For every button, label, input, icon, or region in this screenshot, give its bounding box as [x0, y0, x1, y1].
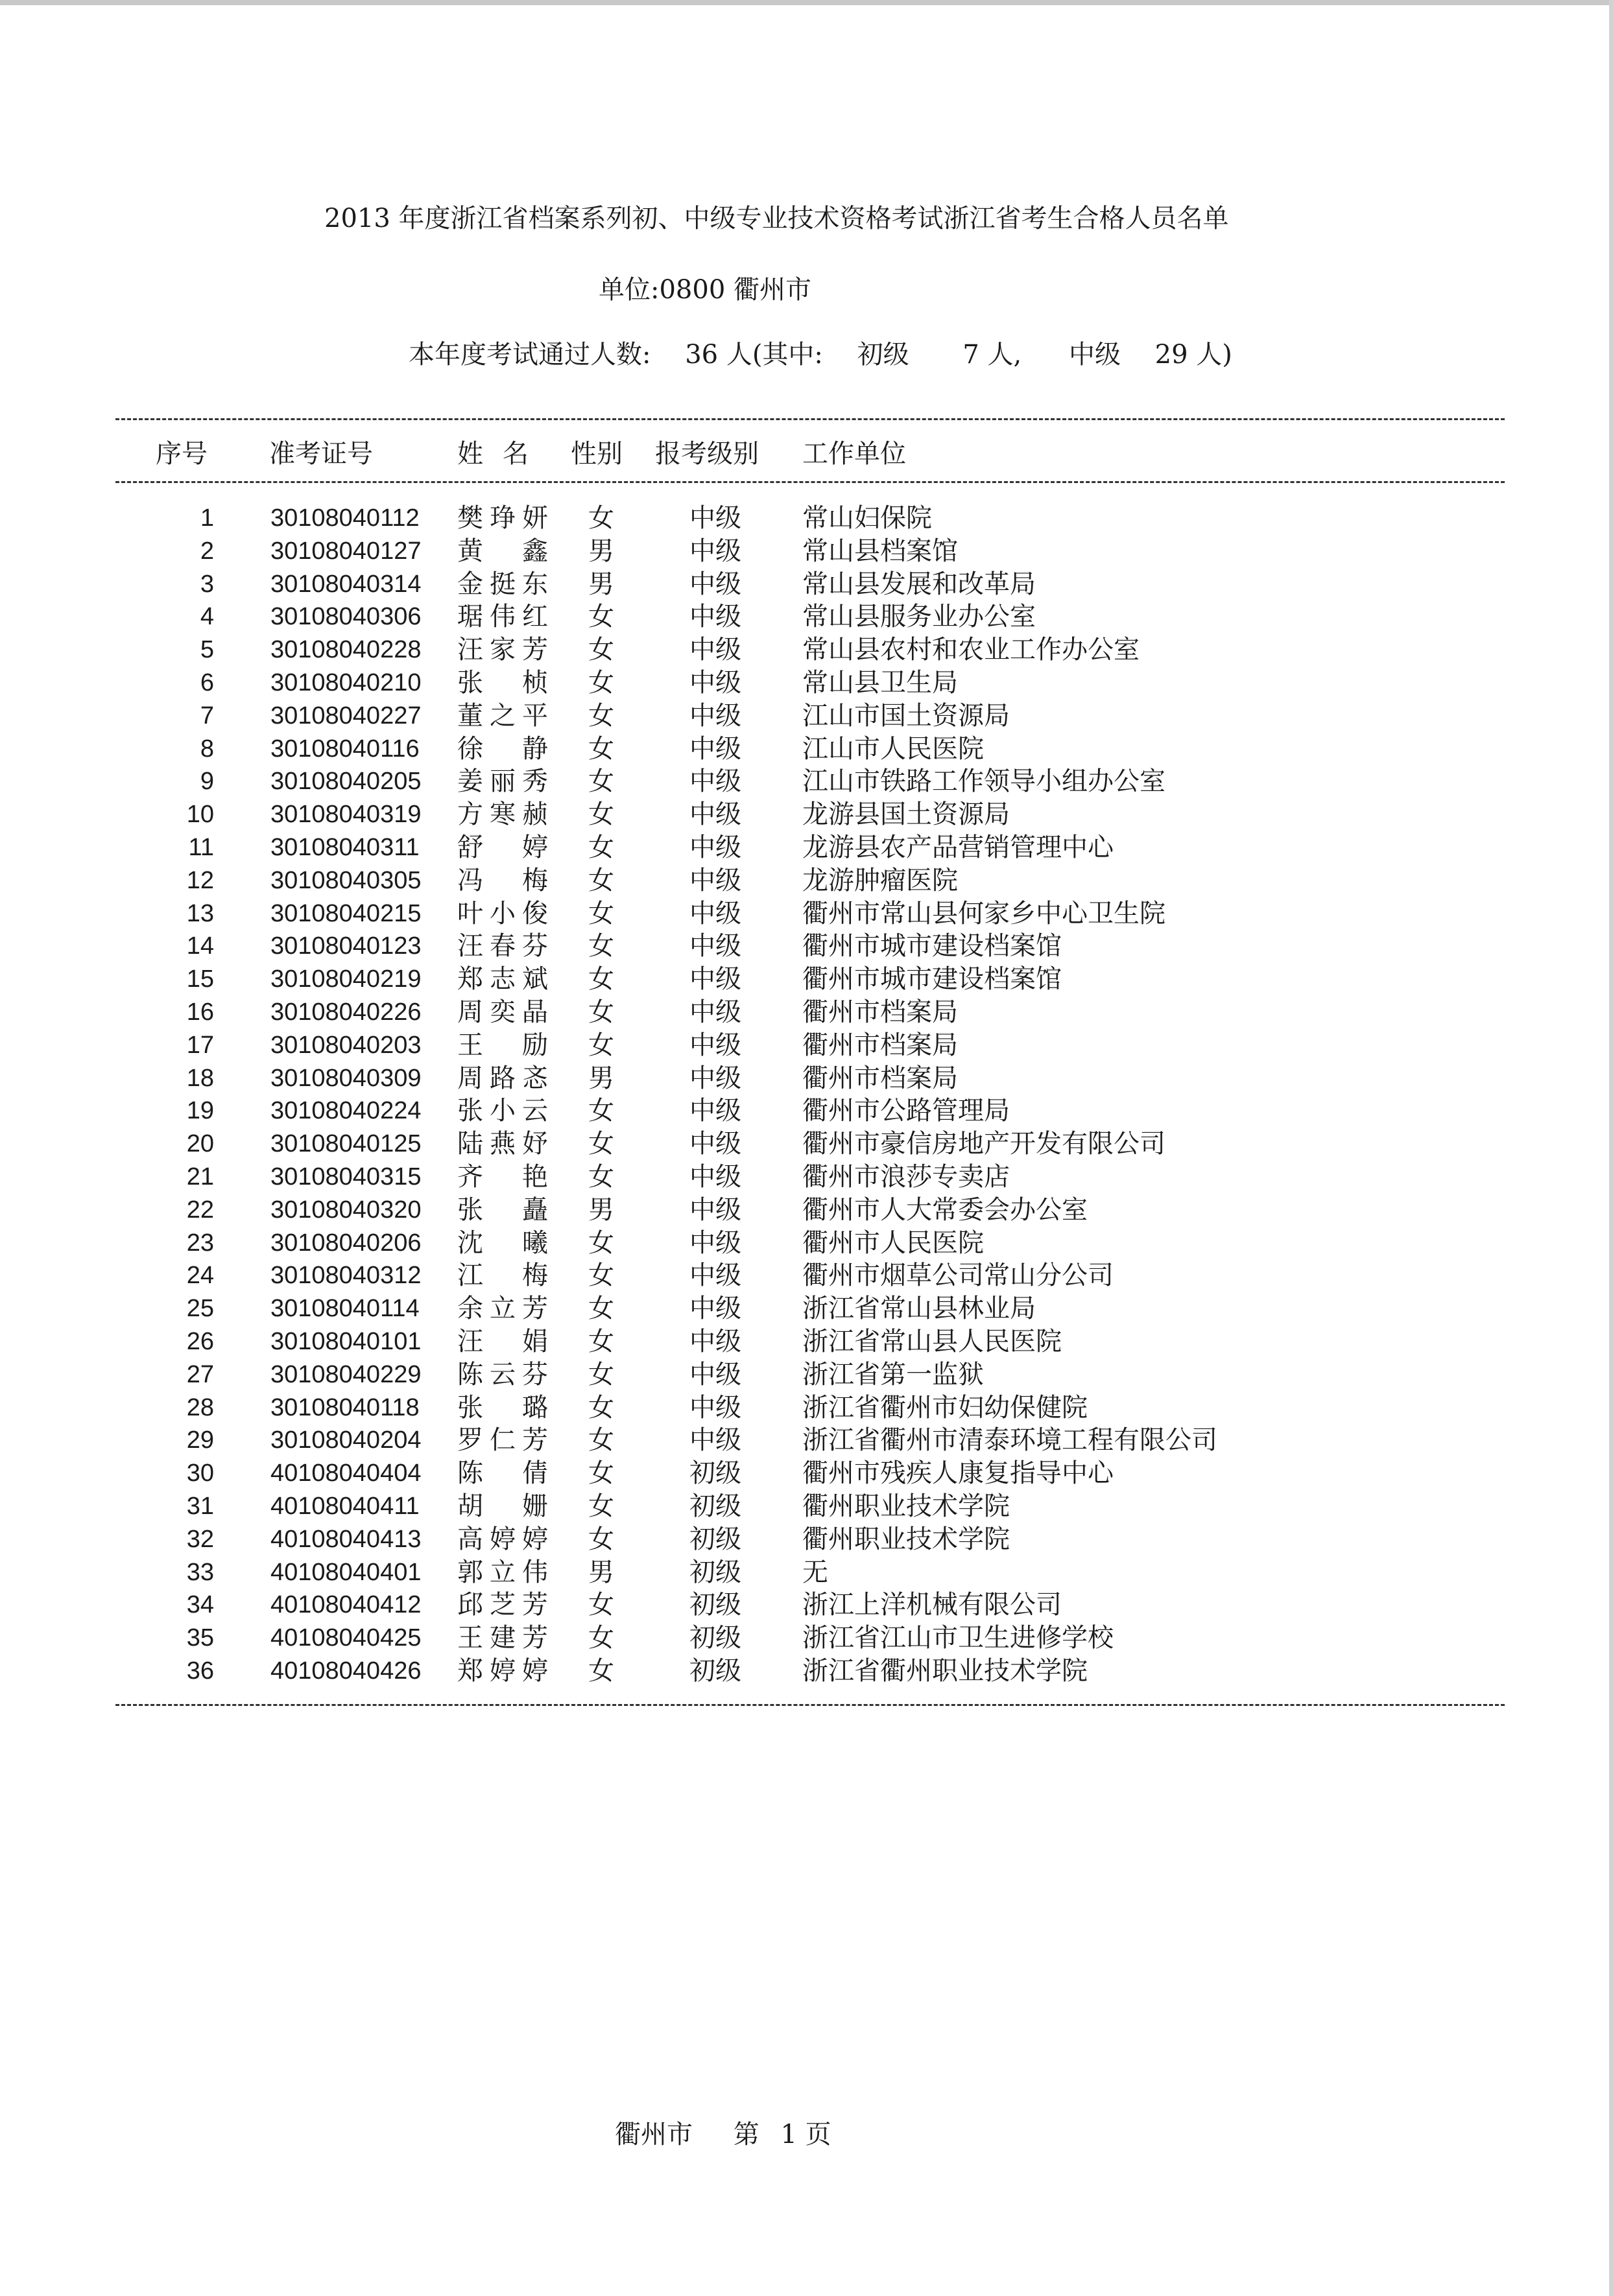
table-row — [0, 1589, 1613, 1622]
table-row — [0, 765, 1613, 798]
table-row — [0, 633, 1613, 667]
cell-seq: 27 — [186, 1360, 214, 1388]
table-row — [0, 831, 1613, 864]
table-row — [0, 1655, 1613, 1688]
cell-level: 中级 — [689, 1063, 741, 1093]
cell-exam-id: 40108040412 — [270, 1591, 422, 1619]
cell-level: 中级 — [689, 1425, 741, 1456]
header-work: 工作单位 — [802, 439, 906, 469]
cell-gender: 女 — [588, 1458, 614, 1489]
cell-work-unit: 衢州职业技术学院 — [802, 1524, 1010, 1554]
cell-level: 初级 — [689, 1458, 741, 1489]
cell-gender: 女 — [588, 1425, 614, 1456]
table-row — [0, 700, 1613, 733]
cell-seq: 31 — [186, 1492, 214, 1520]
cell-gender: 女 — [588, 1161, 614, 1192]
cell-level: 中级 — [689, 667, 741, 698]
cell-exam-id: 30108040116 — [270, 735, 420, 763]
cell-exam-id: 30108040319 — [270, 801, 422, 829]
table-row — [0, 1622, 1613, 1655]
summary-junior-count: 7 人, — [962, 340, 1022, 370]
cell-gender: 男 — [588, 1557, 614, 1587]
cell-gender: 女 — [588, 997, 614, 1027]
cell-work-unit: 衢州市浪莎专卖店 — [802, 1161, 1010, 1192]
cell-exam-id: 40108040413 — [270, 1525, 422, 1553]
cell-level: 中级 — [689, 1392, 741, 1423]
summary-total: 36 人(其中: — [685, 340, 823, 370]
cell-level: 中级 — [689, 1260, 741, 1291]
cell-gender: 女 — [588, 1524, 614, 1554]
table-row — [0, 1391, 1613, 1425]
cell-name: 高婷婷 — [457, 1524, 548, 1554]
table-row — [0, 535, 1613, 568]
cell-seq: 26 — [186, 1327, 214, 1355]
cell-gender: 女 — [588, 1359, 614, 1390]
cell-work-unit: 衢州职业技术学院 — [802, 1491, 1010, 1521]
cell-work-unit: 衢州市城市建设档案馆 — [802, 964, 1062, 995]
cell-seq: 35 — [186, 1624, 214, 1652]
divider-header — [115, 481, 1505, 483]
cell-seq: 25 — [186, 1295, 214, 1323]
table-body — [0, 502, 1613, 1688]
cell-exam-id: 30108040112 — [270, 504, 420, 532]
cell-seq: 4 — [200, 603, 214, 631]
cell-work-unit: 衢州市城市建设档案馆 — [802, 931, 1062, 962]
summary-middle-label: 中级 — [1068, 340, 1121, 370]
cell-seq: 34 — [186, 1591, 214, 1619]
cell-name: 王励 — [457, 1030, 548, 1060]
cell-level: 中级 — [689, 964, 741, 995]
cell-exam-id: 30108040228 — [270, 636, 422, 664]
cell-seq: 16 — [186, 998, 214, 1026]
table-row — [0, 798, 1613, 831]
cell-exam-id: 30108040309 — [270, 1064, 422, 1092]
cell-gender: 女 — [588, 766, 614, 797]
cell-seq: 30 — [186, 1460, 214, 1487]
table-row — [0, 1128, 1613, 1161]
cell-name: 徐静 — [457, 733, 548, 764]
cell-work-unit: 江山市国土资源局 — [802, 700, 1010, 731]
cell-seq: 20 — [186, 1130, 214, 1158]
cell-gender: 女 — [588, 1096, 614, 1126]
cell-level: 中级 — [689, 1359, 741, 1390]
cell-gender: 女 — [588, 503, 614, 533]
page-footer — [615, 2114, 831, 2151]
cell-work-unit: 衢州市档案局 — [802, 1063, 958, 1093]
cell-seq: 7 — [200, 702, 214, 729]
table-row — [0, 1325, 1613, 1358]
cell-level: 中级 — [689, 832, 741, 862]
cell-seq: 19 — [186, 1097, 214, 1125]
cell-work-unit: 常山妇保院 — [802, 503, 932, 533]
cell-work-unit: 常山县档案馆 — [802, 536, 958, 566]
cell-level: 中级 — [689, 766, 741, 797]
cell-name: 陆燕妤 — [457, 1129, 548, 1159]
document-title: 2013 年度浙江省档案系列初、中级专业技术资格考试浙江省考生合格人员名单 — [324, 204, 1229, 233]
cell-name: 舒婷 — [457, 832, 548, 862]
cell-seq: 22 — [186, 1196, 214, 1224]
cell-name: 周路忞 — [457, 1063, 548, 1093]
cell-seq: 29 — [186, 1426, 214, 1454]
cell-exam-id: 40108040404 — [270, 1460, 422, 1487]
cell-seq: 33 — [186, 1558, 214, 1586]
cell-exam-id: 30108040227 — [270, 702, 422, 729]
cell-exam-id: 30108040127 — [270, 537, 422, 565]
cell-gender: 女 — [588, 1655, 614, 1686]
cell-gender: 女 — [588, 1227, 614, 1258]
unit-line: 单位:0800 衢州市 — [599, 275, 811, 305]
cell-work-unit: 浙江省衢州职业技术学院 — [802, 1655, 1088, 1686]
scan-edge-top — [0, 0, 1613, 5]
cell-level: 中级 — [689, 503, 741, 533]
table-row — [0, 1424, 1613, 1457]
table-row — [0, 1556, 1613, 1589]
footer-page-prefix: 第 — [733, 2120, 759, 2149]
cell-exam-id: 30108040312 — [270, 1262, 422, 1290]
header-gender: 性别 — [571, 439, 623, 469]
table-row — [0, 600, 1613, 633]
cell-name: 陈倩 — [457, 1458, 548, 1489]
cell-work-unit: 常山县卫生局 — [802, 667, 958, 698]
cell-seq: 2 — [200, 537, 214, 565]
cell-seq: 17 — [186, 1031, 214, 1059]
cell-seq: 11 — [188, 833, 214, 861]
cell-exam-id: 30108040101 — [270, 1327, 422, 1355]
cell-name: 齐艳 — [457, 1161, 548, 1192]
cell-work-unit: 无 — [802, 1557, 828, 1587]
cell-name: 汪春芬 — [457, 931, 548, 962]
cell-level: 中级 — [689, 569, 741, 599]
cell-exam-id: 30108040125 — [270, 1130, 422, 1158]
table-row — [0, 1095, 1613, 1128]
cell-work-unit: 龙游县国土资源局 — [802, 799, 1010, 830]
cell-exam-id: 30108040226 — [270, 998, 422, 1026]
cell-work-unit: 衢州市豪信房地产开发有限公司 — [802, 1129, 1165, 1159]
cell-name: 张矗 — [457, 1194, 548, 1225]
footer-page-number: 1 — [780, 2120, 797, 2149]
cell-exam-id: 30108040123 — [270, 932, 422, 960]
cell-gender: 女 — [588, 667, 614, 698]
cell-gender: 女 — [588, 1326, 614, 1356]
table-row — [0, 667, 1613, 700]
cell-work-unit: 江山市铁路工作领导小组办公室 — [802, 766, 1165, 797]
cell-level: 中级 — [689, 799, 741, 830]
cell-seq: 28 — [186, 1393, 214, 1421]
summary-middle-count: 29 人) — [1154, 340, 1232, 370]
cell-work-unit: 江山市人民医院 — [802, 733, 984, 764]
divider-bottom — [115, 1704, 1505, 1706]
cell-work-unit: 浙江省江山市卫生进修学校 — [802, 1623, 1114, 1653]
cell-exam-id: 30108040320 — [270, 1196, 422, 1224]
table-row — [0, 1194, 1613, 1227]
cell-level: 中级 — [689, 1096, 741, 1126]
cell-gender: 女 — [588, 1623, 614, 1653]
cell-gender: 女 — [588, 700, 614, 731]
cell-exam-id: 30108040210 — [270, 669, 422, 696]
cell-seq: 10 — [186, 801, 214, 829]
cell-gender: 女 — [588, 1392, 614, 1423]
cell-name: 姜丽秀 — [457, 766, 548, 797]
cell-seq: 5 — [200, 636, 214, 664]
cell-exam-id: 30108040314 — [270, 570, 422, 598]
table-row — [0, 568, 1613, 601]
cell-gender: 女 — [588, 1260, 614, 1291]
cell-gender: 男 — [588, 1063, 614, 1093]
cell-name: 郭立伟 — [457, 1557, 548, 1587]
table-row — [0, 502, 1613, 535]
cell-level: 中级 — [689, 865, 741, 895]
cell-seq: 14 — [186, 932, 214, 960]
cell-seq: 23 — [186, 1229, 214, 1257]
cell-level: 初级 — [689, 1590, 741, 1620]
cell-work-unit: 浙江省常山县林业局 — [802, 1294, 1036, 1324]
cell-seq: 36 — [186, 1657, 214, 1685]
cell-work-unit: 衢州市人大常委会办公室 — [802, 1194, 1088, 1225]
cell-exam-id: 30108040203 — [270, 1031, 422, 1059]
table-row — [0, 897, 1613, 930]
cell-work-unit: 衢州市残疾人康复指导中心 — [802, 1458, 1114, 1489]
cell-work-unit: 龙游县农产品营销管理中心 — [802, 832, 1114, 862]
cell-work-unit: 龙游肿瘤医院 — [802, 865, 958, 895]
table-row — [0, 1227, 1613, 1260]
cell-work-unit: 常山县农村和农业工作办公室 — [802, 635, 1140, 665]
table-row — [0, 1259, 1613, 1292]
cell-level: 中级 — [689, 898, 741, 929]
cell-exam-id: 30108040205 — [270, 768, 422, 796]
cell-seq: 21 — [186, 1163, 214, 1190]
divider-top — [115, 418, 1505, 420]
cell-work-unit: 浙江省衢州市妇幼保健院 — [802, 1392, 1088, 1423]
cell-exam-id: 30108040118 — [270, 1393, 420, 1421]
cell-name: 张桢 — [457, 667, 548, 698]
cell-gender: 女 — [588, 931, 614, 962]
cell-level: 中级 — [689, 1030, 741, 1060]
cell-seq: 13 — [186, 899, 214, 927]
header-level: 报考级别 — [655, 439, 759, 469]
summary-label: 本年度考试通过人数: — [409, 340, 651, 370]
cell-level: 中级 — [689, 1194, 741, 1225]
cell-exam-id: 40108040411 — [270, 1492, 420, 1520]
cell-level: 初级 — [689, 1623, 741, 1653]
table-row — [0, 1457, 1613, 1490]
header-seq: 序号 — [156, 439, 208, 469]
cell-exam-id: 30108040206 — [270, 1229, 422, 1257]
cell-seq: 8 — [200, 735, 214, 763]
cell-level: 中级 — [689, 536, 741, 566]
cell-name: 琚伟红 — [457, 602, 548, 632]
cell-gender: 女 — [588, 602, 614, 632]
table-row — [0, 1358, 1613, 1391]
footer-page-suffix: 页 — [805, 2120, 831, 2149]
cell-exam-id: 30108040204 — [270, 1426, 422, 1454]
cell-name: 方寒赪 — [457, 799, 548, 830]
cell-gender: 女 — [588, 733, 614, 764]
summary-junior-label: 初级 — [857, 340, 909, 370]
cell-level: 初级 — [689, 1524, 741, 1554]
cell-work-unit: 衢州市人民医院 — [802, 1227, 984, 1258]
cell-work-unit: 浙江省常山县人民医院 — [802, 1326, 1062, 1356]
cell-exam-id: 40108040426 — [270, 1657, 422, 1685]
cell-work-unit: 衢州市烟草公司常山分公司 — [802, 1260, 1114, 1291]
cell-exam-id: 30108040305 — [270, 866, 422, 894]
pass-summary — [409, 334, 1232, 371]
cell-level: 初级 — [689, 1557, 741, 1587]
cell-work-unit: 衢州市常山县何家乡中心卫生院 — [802, 898, 1165, 929]
cell-exam-id: 30108040315 — [270, 1163, 422, 1190]
cell-exam-id: 30108040311 — [270, 833, 420, 861]
cell-level: 中级 — [689, 1129, 741, 1159]
cell-name: 罗仁芳 — [457, 1425, 548, 1456]
cell-gender: 男 — [588, 569, 614, 599]
cell-name: 王建芳 — [457, 1623, 548, 1653]
cell-name: 周奕晶 — [457, 997, 548, 1027]
table-row — [0, 996, 1613, 1029]
cell-name: 金挺东 — [457, 569, 548, 599]
cell-seq: 18 — [186, 1064, 214, 1092]
cell-level: 中级 — [689, 635, 741, 665]
cell-name: 董之平 — [457, 700, 548, 731]
cell-name: 黄鑫 — [457, 536, 548, 566]
cell-seq: 24 — [186, 1262, 214, 1290]
cell-work-unit: 衢州市档案局 — [802, 1030, 958, 1060]
cell-level: 中级 — [689, 1161, 741, 1192]
cell-exam-id: 40108040401 — [270, 1558, 422, 1586]
cell-work-unit: 衢州市档案局 — [802, 997, 958, 1027]
cell-level: 中级 — [689, 931, 741, 962]
table-row — [0, 930, 1613, 963]
table-header — [0, 433, 1613, 472]
cell-gender: 女 — [588, 865, 614, 895]
cell-seq: 12 — [186, 866, 214, 894]
cell-gender: 女 — [588, 1030, 614, 1060]
cell-exam-id: 30108040306 — [270, 603, 422, 631]
cell-name: 郑志斌 — [457, 964, 548, 995]
cell-name: 冯梅 — [457, 865, 548, 895]
cell-exam-id: 30108040215 — [270, 899, 422, 927]
cell-level: 中级 — [689, 1294, 741, 1324]
cell-name: 郑婷婷 — [457, 1655, 548, 1686]
cell-work-unit: 浙江省衢州市清泰环境工程有限公司 — [802, 1425, 1217, 1456]
table-row — [0, 963, 1613, 996]
cell-gender: 女 — [588, 898, 614, 929]
cell-seq: 9 — [200, 768, 214, 796]
cell-work-unit: 常山县服务业办公室 — [802, 602, 1036, 632]
cell-name: 张小云 — [457, 1096, 548, 1126]
cell-work-unit: 浙江省第一监狱 — [802, 1359, 984, 1390]
table-row — [0, 1490, 1613, 1523]
cell-work-unit: 浙江上洋机械有限公司 — [802, 1590, 1062, 1620]
cell-name: 张璐 — [457, 1392, 548, 1423]
table-row — [0, 864, 1613, 897]
cell-seq: 1 — [200, 504, 214, 532]
cell-level: 中级 — [689, 700, 741, 731]
cell-gender: 女 — [588, 1590, 614, 1620]
table-row — [0, 1062, 1613, 1095]
cell-level: 中级 — [689, 602, 741, 632]
cell-exam-id: 30108040114 — [270, 1295, 420, 1323]
cell-name: 陈云芬 — [457, 1359, 548, 1390]
cell-gender: 男 — [588, 1194, 614, 1225]
cell-exam-id: 30108040219 — [270, 965, 422, 993]
cell-level: 中级 — [689, 1227, 741, 1258]
cell-seq: 3 — [200, 570, 214, 598]
cell-gender: 女 — [588, 1129, 614, 1159]
cell-exam-id: 30108040229 — [270, 1360, 422, 1388]
cell-gender: 女 — [588, 799, 614, 830]
cell-name: 江梅 — [457, 1260, 548, 1291]
cell-level: 初级 — [689, 1491, 741, 1521]
cell-gender: 女 — [588, 832, 614, 862]
cell-level: 中级 — [689, 997, 741, 1027]
cell-name: 余立芳 — [457, 1294, 548, 1324]
table-row — [0, 1161, 1613, 1194]
cell-name: 叶小俊 — [457, 898, 548, 929]
cell-seq: 32 — [186, 1525, 214, 1553]
cell-exam-id: 40108040425 — [270, 1624, 422, 1652]
cell-name: 汪娟 — [457, 1326, 548, 1356]
cell-gender: 女 — [588, 1491, 614, 1521]
cell-level: 初级 — [689, 1655, 741, 1686]
table-row — [0, 1292, 1613, 1325]
table-row — [0, 733, 1613, 766]
cell-name: 沈曦 — [457, 1227, 548, 1258]
footer-city: 衢州市 — [615, 2120, 693, 2149]
cell-gender: 男 — [588, 536, 614, 566]
cell-gender: 女 — [588, 964, 614, 995]
cell-seq: 6 — [200, 669, 214, 696]
cell-exam-id: 30108040224 — [270, 1097, 422, 1125]
cell-work-unit: 常山县发展和改革局 — [802, 569, 1036, 599]
cell-work-unit: 衢州市公路管理局 — [802, 1096, 1010, 1126]
header-id: 准考证号 — [269, 439, 373, 469]
cell-name: 胡姗 — [457, 1491, 548, 1521]
cell-gender: 女 — [588, 1294, 614, 1324]
cell-level: 中级 — [689, 1326, 741, 1356]
table-row — [0, 1029, 1613, 1062]
cell-name: 邱芝芳 — [457, 1590, 548, 1620]
cell-name: 汪家芳 — [457, 635, 548, 665]
cell-seq: 15 — [186, 965, 214, 993]
cell-gender: 女 — [588, 635, 614, 665]
table-row — [0, 1523, 1613, 1556]
header-name: 姓名 — [457, 439, 548, 469]
cell-level: 中级 — [689, 733, 741, 764]
cell-name: 樊琤妍 — [457, 503, 548, 533]
